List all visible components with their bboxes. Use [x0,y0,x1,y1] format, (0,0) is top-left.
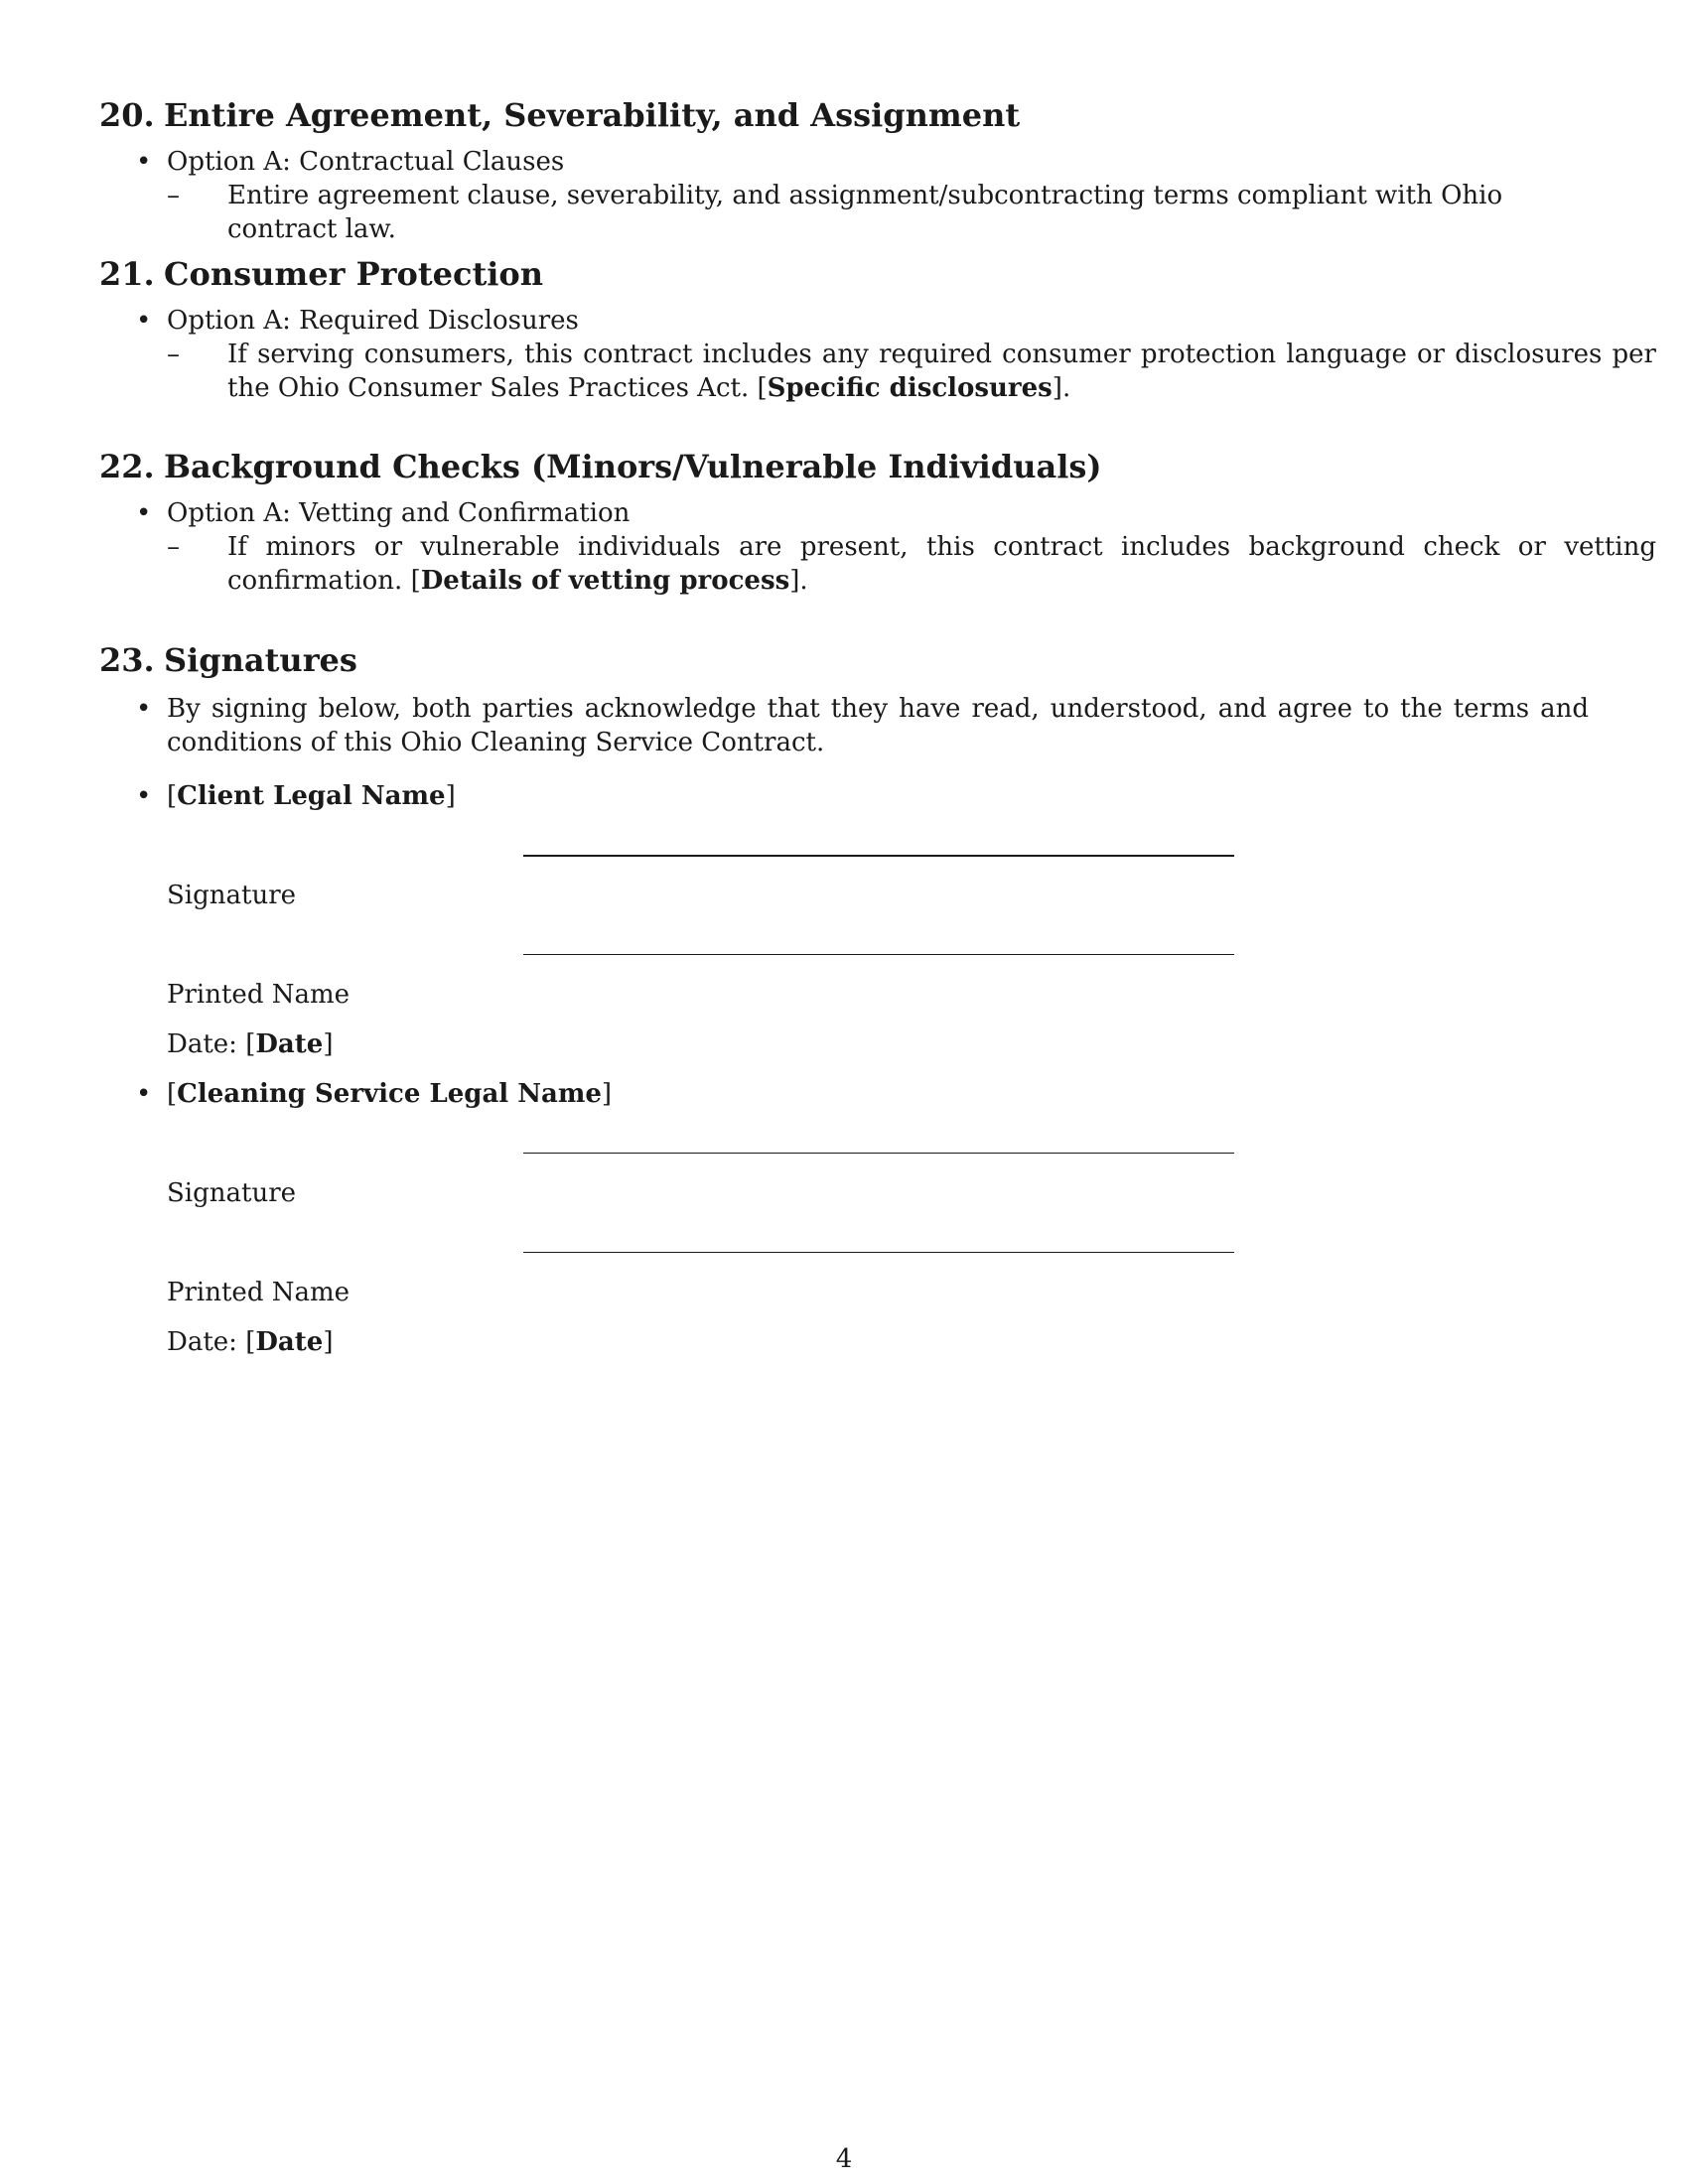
option-list [99,145,1589,246]
signatory-name: Cleaning Service Legal Name [177,1079,602,1109]
date-row [167,1325,333,1359]
bracket-open: [ [167,1079,178,1109]
signatory-cleaning-service [99,1077,1589,1111]
placeholder-specific-disclosures: Specific disclosures [767,373,1053,403]
section-number: 23. [99,641,155,679]
bracket-close: ] [445,781,456,811]
option-detail-text: If minors or vulnerable individuals are present, this contract includes background check or vetting confirmation. [ [227,532,1656,596]
dash-icon: – [167,340,180,369]
section-number: 21. [99,255,155,293]
signatory-name-item [99,1077,1589,1111]
signature-label: Signature [167,1178,297,1208]
section-20 [99,95,1589,246]
signatory-name: Client Legal Name [177,781,446,811]
section-22 [99,447,1656,598]
date-value: Date [255,1029,324,1059]
signatory-name-item [99,779,1589,813]
signature-label: Signature [167,881,297,910]
option-list [99,496,1656,598]
printed-name-line[interactable] [523,954,1234,955]
option-detail-text: Entire agreement clause, severability, and assignment/subcontracting terms compliant with Ohio contract law. [227,181,1503,244]
section-heading [99,640,1589,680]
option-item [99,145,1589,246]
option-label: Option A: Required Disclosures [167,306,579,336]
option-detail-end: ]. [789,566,808,596]
bracket-open: [ [167,781,178,811]
section-21 [99,254,1656,405]
section-heading [99,254,1589,294]
option-detail [167,338,1656,405]
option-detail-text: If serving consumers, this contract includes any required consumer protection language or disclosures per the Ohio Consumer Sales Practices Act. [ [227,340,1656,403]
bullet-icon: • [136,306,152,336]
bracket-open: [ [245,1327,256,1357]
bracket-close: ] [323,1029,334,1059]
bullet-icon: • [136,147,152,177]
bracket-open: [ [245,1029,256,1059]
dash-icon: – [167,181,180,210]
section-number: 20. [99,96,155,134]
bullet-icon: • [136,781,152,811]
option-item [99,496,1656,598]
acknowledgement-text: By signing below, both parties acknowledge that they have read, understood, and agree to the terms and conditions of this Ohio Cleaning Service Contract. [167,694,1589,757]
option-detail [167,179,1589,246]
option-detail [167,530,1656,598]
option-list [99,304,1656,405]
dash-icon: – [167,532,180,562]
bracket-close: ] [323,1327,334,1357]
section-23 [99,640,1589,759]
section-title: Consumer Protection [164,255,544,293]
signature-line[interactable] [523,855,1234,857]
bracket-close: ] [601,1079,613,1109]
date-value: Date [255,1327,324,1357]
bullet-icon: • [136,498,152,528]
signatory-client [99,779,1589,813]
section-title: Background Checks (Minors/Vulnerable Individuals) [164,448,1102,485]
acknowledgement-item [99,692,1589,759]
option-detail-end: ]. [1052,373,1071,403]
section-title: Entire Agreement, Severability, and Assignment [164,96,1021,134]
section-number: 22. [99,448,155,485]
placeholder-vetting-details: Details of vetting process [420,566,790,596]
section-heading [99,95,1589,135]
date-row [167,1027,333,1061]
printed-name-label: Printed Name [167,980,351,1010]
option-label: Option A: Contractual Clauses [167,147,565,177]
section-title: Signatures [164,641,357,679]
printed-name-label: Printed Name [167,1278,351,1307]
bullet-icon: • [136,694,152,724]
page-number: 4 [835,2144,853,2174]
date-label: Date: [167,1029,246,1059]
signature-list [99,692,1589,759]
option-label: Option A: Vetting and Confirmation [167,498,631,528]
date-label: Date: [167,1327,246,1357]
bullet-icon: • [136,1079,152,1109]
section-heading [99,447,1589,486]
printed-name-line[interactable] [523,1252,1234,1253]
option-item [99,304,1656,405]
signature-line[interactable] [523,1153,1234,1154]
